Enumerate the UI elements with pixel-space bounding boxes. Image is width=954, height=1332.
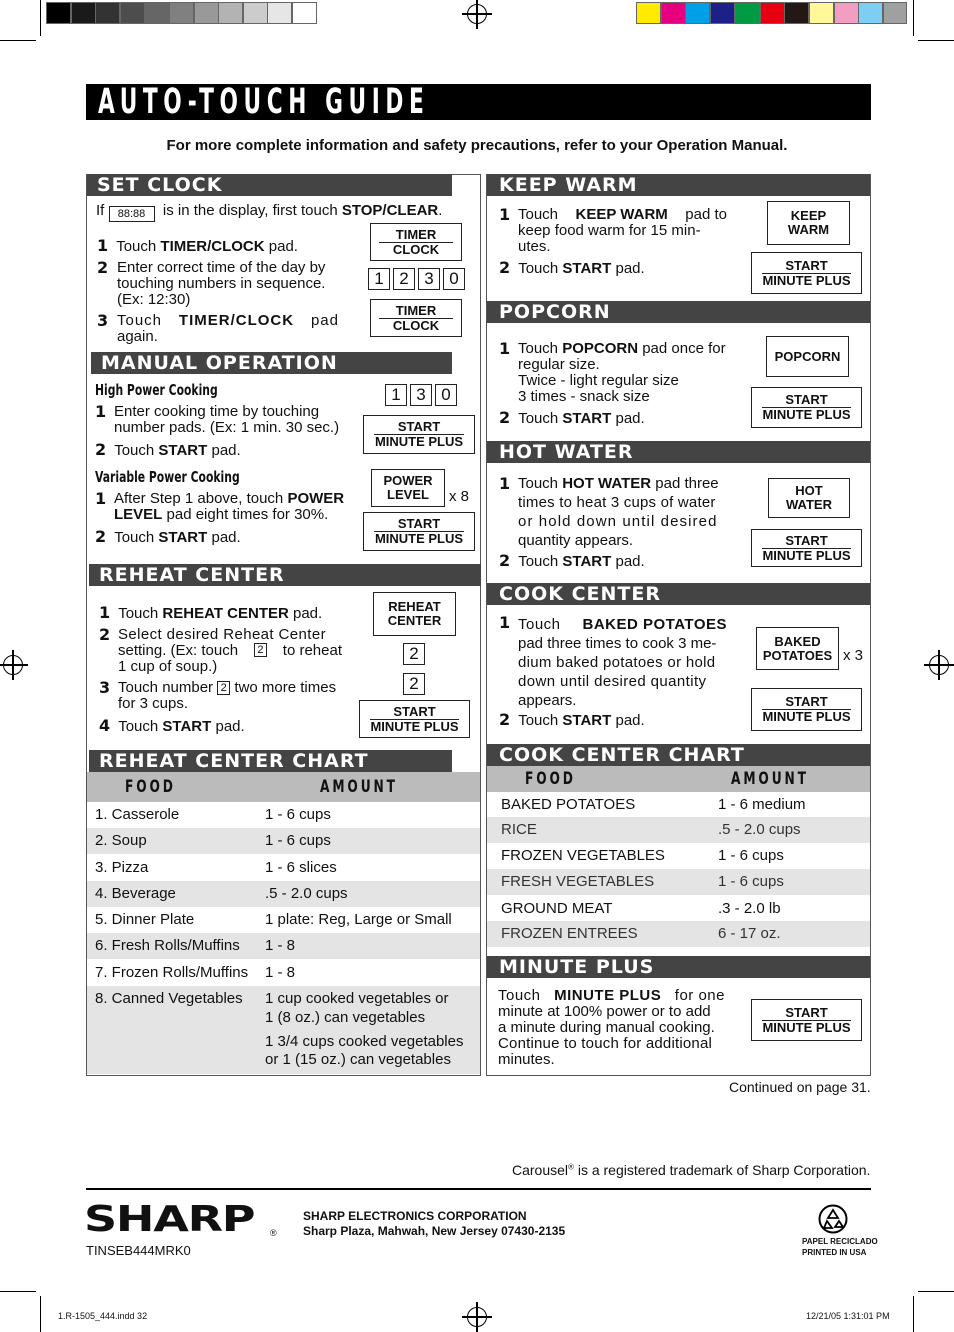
amount-cell: 1 - 6 cups: [718, 847, 784, 864]
food-cell: FROZEN VEGETABLES: [501, 847, 665, 864]
start-minute-plus-key[interactable]: START MINUTE PLUS: [751, 252, 862, 294]
trademark-note: Carousel® is a registered trademark of Sharp Corporation.: [512, 1162, 871, 1178]
amount-cell: .5 - 2.0 cups: [718, 821, 801, 838]
table-row: [87, 933, 480, 959]
timer-clock-key[interactable]: TIMER CLOCK: [370, 299, 462, 337]
amount-cell: .5 - 2.0 cups: [265, 885, 348, 902]
continued-note: Continued on page 31.: [729, 1079, 871, 1095]
hot-water-key[interactable]: HOT WATER: [768, 478, 850, 518]
process-swatch: [685, 2, 710, 24]
table-row: [87, 802, 480, 828]
table-row: [87, 855, 480, 881]
process-swatch: [735, 2, 760, 24]
cook-center-step-1: 1 Touch BAKED POTATOES pad three times to cook 3 me- dium baked potatoes or hold down until desired quantity appears.: [499, 613, 727, 709]
process-swatch: [883, 2, 907, 24]
keep-warm-key[interactable]: KEEP WARM: [767, 201, 850, 245]
brand-reg-mark: ®: [270, 1228, 277, 1238]
food-cell: FRESH VEGETABLES: [501, 873, 655, 890]
high-power-title: High Power Cooking: [95, 381, 218, 399]
gray-swatch: [95, 2, 120, 24]
process-swatch: [784, 2, 809, 24]
set-clock-step-1: 1 Touch TIMER/CLOCK pad.: [97, 236, 298, 255]
start-minute-plus-key[interactable]: START MINUTE PLUS: [359, 700, 470, 738]
gray-swatch: [292, 2, 317, 24]
subtitle: For more complete information and safety precautions, refer to your Operation Manual.: [166, 137, 788, 154]
reheat-center-key[interactable]: REHEAT CENTER: [373, 592, 456, 636]
popcorn-step-2: 2 Touch START pad.: [499, 408, 645, 427]
gray-swatch: [120, 2, 145, 24]
start-minute-plus-key[interactable]: START MINUTE PLUS: [751, 387, 862, 428]
manual-operation-heading: MANUAL OPERATION: [91, 352, 452, 374]
recycled-paper-label: PAPEL RECICLADO: [802, 1237, 878, 1246]
gray-swatch: [267, 2, 292, 24]
amount-cell: 1 - 6 medium: [718, 796, 806, 813]
gray-swatch: [46, 2, 71, 24]
table-row: [487, 921, 870, 947]
food-cell: 2. Soup: [95, 832, 147, 849]
canned-line-4: or 1 (15 oz.) can vegetables: [265, 1051, 451, 1068]
start-minute-plus-key[interactable]: START MINUTE PLUS: [751, 688, 862, 731]
hot-water-step-2: 2 Touch START pad.: [499, 551, 645, 570]
digit-key[interactable]: 2: [393, 268, 415, 290]
hot-water-step-1: 1 Touch HOT WATER pad three times to heat 3 cups of water or hold down until desired quantity appears.: [499, 474, 719, 549]
food-cell: 3. Pizza: [95, 859, 149, 876]
power-level-key[interactable]: POWER LEVEL: [371, 469, 445, 507]
sharp-logo: SHARP: [84, 1199, 255, 1240]
popcorn-heading: POPCORN: [487, 301, 870, 323]
timer-clock-key[interactable]: TIMER CLOCK: [370, 223, 462, 261]
gray-swatch: [71, 2, 96, 24]
printed-in-usa: PRINTED IN USA: [802, 1248, 867, 1257]
keep-warm-step-1: 1 Touch KEEP WARM pad to keep food warm for 15 min- utes.: [499, 205, 727, 255]
reheat-step-3: 3 Touch number 2 two more times for 3 cups.: [99, 678, 337, 712]
cook-center-step-2: 2 Touch START pad.: [499, 710, 645, 729]
food-cell: 8. Canned Vegetables: [95, 990, 243, 1007]
food-cell: 1. Casserole: [95, 806, 180, 823]
set-clock-step-2: 2 Enter correct time of the day by touching numbers in sequence. (Ex: 12:30): [97, 258, 326, 308]
reheat-step-4: 4 Touch START pad.: [99, 716, 245, 735]
amount-cell: 1 - 8: [265, 937, 296, 954]
start-minute-plus-key[interactable]: START MINUTE PLUS: [751, 529, 862, 567]
digit-key[interactable]: 0: [443, 268, 465, 290]
cook-chart-header-row: FOOD AMOUNT: [487, 766, 870, 792]
process-swatch: [858, 2, 883, 24]
table-row: [487, 843, 870, 869]
registration-mark-icon: [929, 655, 949, 675]
display-icon: 88:88: [109, 206, 155, 222]
variable-power-title: Variable Power Cooking: [95, 468, 240, 486]
registration-mark-icon: [467, 1307, 487, 1327]
popcorn-step-1: 1 Touch POPCORN pad once for regular size. Twice - light regular size 3 times - snack size: [499, 339, 726, 405]
food-cell: BAKED POTATOES: [501, 796, 636, 813]
model-code: TINSEB444MRK0: [86, 1243, 191, 1258]
digit-key[interactable]: 2: [403, 673, 425, 695]
gray-swatch: [218, 2, 243, 24]
digit-key[interactable]: 3: [410, 384, 432, 406]
corp-name: SHARP ELECTRONICS CORPORATION: [303, 1209, 527, 1223]
gray-swatch: [194, 2, 219, 24]
amount-cell: 1 - 6 slices: [265, 859, 337, 876]
reheat-chart-heading: REHEAT CENTER CHART: [89, 750, 452, 772]
footer-rule: [86, 1188, 871, 1190]
canned-line-3: 1 3/4 cups cooked vegetables: [265, 1033, 464, 1050]
corp-address: Sharp Plaza, Mahwah, New Jersey 07430-2135: [303, 1224, 566, 1238]
hot-water-heading: HOT WATER: [487, 441, 870, 463]
page-title: AUTO-TOUCH GUIDE: [98, 82, 430, 122]
digit-key[interactable]: 2: [403, 643, 425, 665]
registration-mark-icon: [3, 655, 23, 675]
gray-swatch: [243, 2, 268, 24]
canned-line-2: 1 (8 oz.) can vegetables: [265, 1009, 426, 1026]
registration-mark-icon: [467, 4, 487, 24]
reheat-center-heading: REHEAT CENTER: [89, 564, 481, 586]
cook-center-heading: COOK CENTER: [487, 583, 870, 605]
set-clock-intro: If 88:88 is in the display, first touch STOP/CLEAR.: [96, 202, 443, 220]
digit-2-icon: 2: [217, 681, 230, 695]
food-cell: 4. Beverage: [95, 885, 176, 902]
start-minute-plus-key[interactable]: START MINUTE PLUS: [363, 512, 475, 551]
food-cell: 7. Frozen Rolls/Muffins: [95, 964, 249, 981]
recycle-icon: [818, 1204, 848, 1234]
food-cell: FROZEN ENTREES: [501, 925, 638, 942]
digit-key[interactable]: 0: [435, 384, 457, 406]
reheat-chart-header-row: FOOD AMOUNT: [87, 772, 480, 802]
amount-cell: 1 cup cooked vegetables or: [265, 990, 449, 1007]
manual-variable-step-1: 1 After Step 1 above, touch POWER LEVEL pad eight times for 30%.: [95, 489, 345, 523]
baked-potatoes-key[interactable]: BAKED POTATOES: [756, 627, 839, 670]
food-cell: 6. Fresh Rolls/Muffins: [95, 937, 240, 954]
slug-file: 1.R-1505_444.indd 32: [58, 1311, 148, 1321]
table-row: [87, 960, 480, 986]
keep-warm-step-2: 2 Touch START pad.: [499, 258, 645, 277]
gray-swatch: [144, 2, 169, 24]
popcorn-key[interactable]: POPCORN: [766, 336, 849, 377]
process-swatch: [710, 2, 735, 24]
gray-swatch: [169, 2, 194, 24]
digit-key[interactable]: 3: [418, 268, 440, 290]
food-cell: 5. Dinner Plate: [95, 911, 195, 928]
amount-cell: 1 - 6 cups: [718, 873, 784, 890]
amount-cell: 1 - 6 cups: [265, 832, 331, 849]
amount-cell: 1 plate: Reg, Large or Small: [265, 911, 452, 928]
minute-plus-text: Touch MINUTE PLUS for one minute at 100% power or to add a minute during manual cooking. Continue to touch for additional minutes.: [498, 987, 725, 1068]
table-row: [487, 817, 870, 843]
process-swatch: [760, 2, 785, 24]
amount-cell: 6 - 17 oz.: [718, 925, 781, 942]
manual-high-step-1: 1 Enter cooking time by touching number pads. (Ex: 1 min. 30 sec.): [95, 402, 340, 436]
set-clock-heading: SET CLOCK: [87, 174, 452, 196]
table-row: [487, 869, 870, 895]
start-minute-plus-key[interactable]: START MINUTE PLUS: [751, 999, 862, 1041]
keep-warm-heading: KEEP WARM: [487, 174, 870, 196]
process-swatch: [661, 2, 686, 24]
amount-cell: 1 - 8: [265, 964, 296, 981]
set-clock-step-3: 3 Touch TIMER/CLOCK pad again.: [97, 311, 339, 345]
digit-key[interactable]: 1: [368, 268, 390, 290]
process-swatch: [636, 2, 661, 24]
power-level-times: x 8: [449, 488, 470, 505]
baked-potatoes-times: x 3: [843, 647, 864, 664]
amount-cell: 1 - 6 cups: [265, 806, 331, 823]
reheat-step-2: 2 Select desired Reheat Center setting. (Ex: touch 2 to reheat 1 cup of soup.): [99, 625, 342, 675]
food-cell: RICE: [501, 821, 537, 838]
table-row: [87, 881, 480, 907]
table-row: [487, 792, 870, 818]
amount-cell: .3 - 2.0 lb: [718, 900, 781, 917]
digit-2-icon: 2: [254, 643, 267, 657]
digit-key[interactable]: 1: [385, 384, 407, 406]
manual-variable-step-2: 2 Touch START pad.: [95, 527, 241, 546]
process-swatch: [834, 2, 859, 24]
slug-date: 12/21/05 1:31:01 PM: [806, 1311, 890, 1321]
food-cell: GROUND MEAT: [501, 900, 613, 917]
table-row: [87, 907, 480, 933]
table-row: [87, 828, 480, 854]
process-swatch: [809, 2, 834, 24]
table-row: [487, 896, 870, 922]
reheat-step-1: 1 Touch REHEAT CENTER pad.: [99, 603, 323, 622]
manual-high-step-2: 2 Touch START pad.: [95, 440, 241, 459]
minute-plus-heading: MINUTE PLUS: [487, 956, 870, 978]
start-minute-plus-key[interactable]: START MINUTE PLUS: [363, 415, 475, 454]
cook-chart-heading: COOK CENTER CHART: [487, 744, 870, 766]
